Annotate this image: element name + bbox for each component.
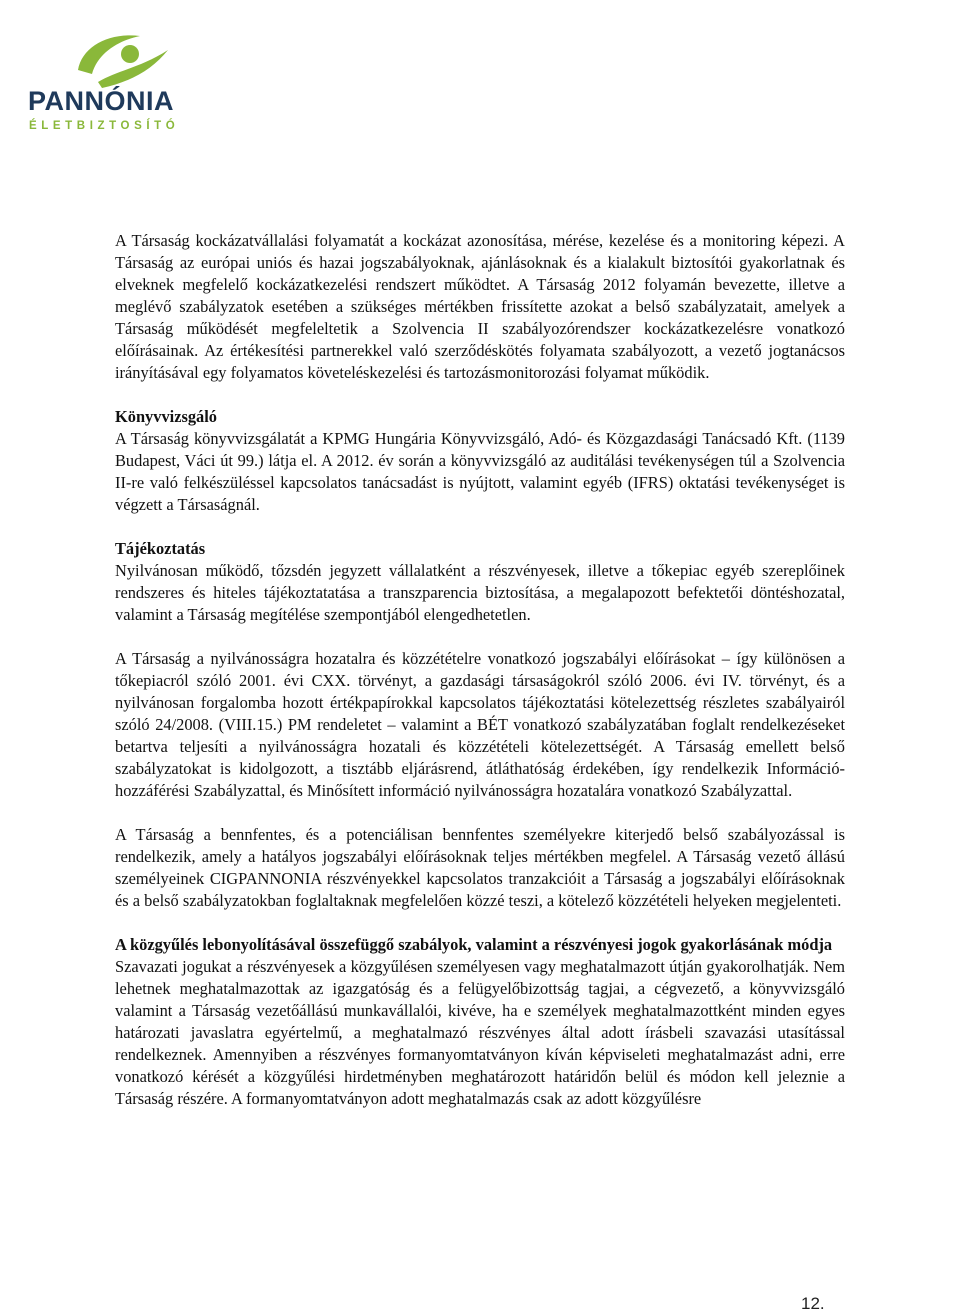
paragraph-disclosure: A Társaság a nyilvánosságra hozatalra és közzétételre vonatkozó jogszabályi előírásokat – így különösen a tőkepiacról szóló 2001. évi CXX. törvényt, a gazdasági társaságokról szóló 2006. évi IV. törvényt, és a nyilvánosan forgalomba hozott értékpapírokkal kapcsolatos tájékoztatási kötelezettség részletes szabályairól szóló 24/2008. (VIII.15.) PM rendeletet – valamint a BÉT vonatkozó szabályzatában foglalt rendelkezéseket betartva teljesíti a nyilvánosságra hozatali és közzétételi kötelezettségét. A Társaság emellett belső szabályzatokat is kidolgozott, a tisztább eljárásrend, átláthatóság érdekében, így rendelkezik Információ-hozzáférési Szabályzattal, és Minősített információ nyilvánosságra hozatalára vonatkozó Szabályzattal. [115, 649, 845, 800]
heading-general-meeting: A közgyűlés lebonyolításával összefüggő szabályok, valamint a részvényesi jogok gyakorlásának módja [115, 935, 833, 954]
heading-auditor: Könyvvizsgáló [115, 407, 217, 426]
paragraph-information: Nyilvánosan működő, tőzsdén jegyzett vállalatként a részvényesek, illetve a tőkepiac egyéb szereplőinek rendszeres és hiteles tájékoztatatása a transzparencia biztosítása, a megalapozott befektetői döntéshozatal, valamint a Társaság megítélése szempontjából elengedhetetlen. [115, 561, 845, 624]
logo-name: PANNÓNIA [28, 86, 175, 116]
paragraph-general-meeting: Szavazati jogukat a részvényesek a közgyűlésen személyesen vagy meghatalmazott útján gyakorolhatják. Nem lehetnek meghatalmazottak az igazgatóság és a felügyelőbizottság tagjai, a cégvezető, a könyvvizsgáló valamint a Társaság vezetőállású munkavállalói, kivéve, ha e személyek meghatalmazottként minden egyes határozati javaslatra egyértelmű, a meghatalmazó részvényes által adott írásbeli szavazási utasítással rendelkeznek. Amennyiben a részvényes formanyomtatványon kíván képviseleti meghatalmazást adni, erre vonatkozó kérését a közgyűlési hirdetményben meghatározott határidőn belül és módon kell jeleznie a Társaság részére. A formanyomtatványon adott meghatalmazás csak az adott közgyűlésre [115, 957, 845, 1108]
logo-figure-icon [70, 30, 180, 90]
document-body [115, 230, 845, 1110]
logo-tagline: ÉLETBIZTOSÍTÓ [29, 120, 180, 132]
paragraph-insider: A Társaság a bennfentes, és a potenciálisan bennfentes személyekre kiterjedő belső szabályozással is rendelkezik, amely a hatályos jogszabályi előírásoknak teljes mértékben megfelel. A Társaság vezető állású személyeinek CIGPANNONIA részvényekkel kapcsolatos tranzakcióit a Társaság a jogszabályi előírásoknak és a belső szabályzatokban foglaltaknak megfelelően közzé teszi, a kötelező közzétételi helyeken megjelenteti. [115, 825, 845, 910]
company-logo [26, 30, 196, 140]
paragraph-risk-management: A Társaság kockázatvállalási folyamatát a kockázat azonosítása, mérése, kezelése és a monitoring képezi. A Társaság az európai uniós és hazai jogszabályoknak, ajánlásoknak és a kialakult biztosítói gyakorlatnak és elveknek megfelelő kockázatkezelési rendszert működtet. A Társaság 2012 folyamán bevezette, illetve a meglévő szabályzatok esetében a szükséges mértékben frissítette azokat a belső szabályzatait, amelyek a Társaság működését megfeleltetik a Szolvencia II szabályozórendszer kockázatkezelésre vonatkozó előírásainak. Az értékesítési partnerekkel való szerződéskötés folyamata szabályozott, a vezető jogtanácsos irányításával egy folyamatos követeléskezelési és tartozásmonitorozási folyamat működik. [115, 231, 845, 382]
paragraph-auditor: A Társaság könyvvizsgálatát a KPMG Hungária Könyvvizsgáló, Adó- és Közgazdasági Tanácsadó Kft. (1139 Budapest, Váci út 99.) látja el. A 2012. év során a könyvvizsgáló az auditálási tevékenységen túl a Szolvencia II-re való felkészüléssel kapcsolatos tanácsadást is nyújtott, valamint egyéb (IFRS) oktatási tevékenységet is végzett a Társaságnál. [115, 429, 845, 514]
heading-information: Tájékoztatás [115, 539, 206, 558]
page-number: 12. [801, 1294, 825, 1313]
